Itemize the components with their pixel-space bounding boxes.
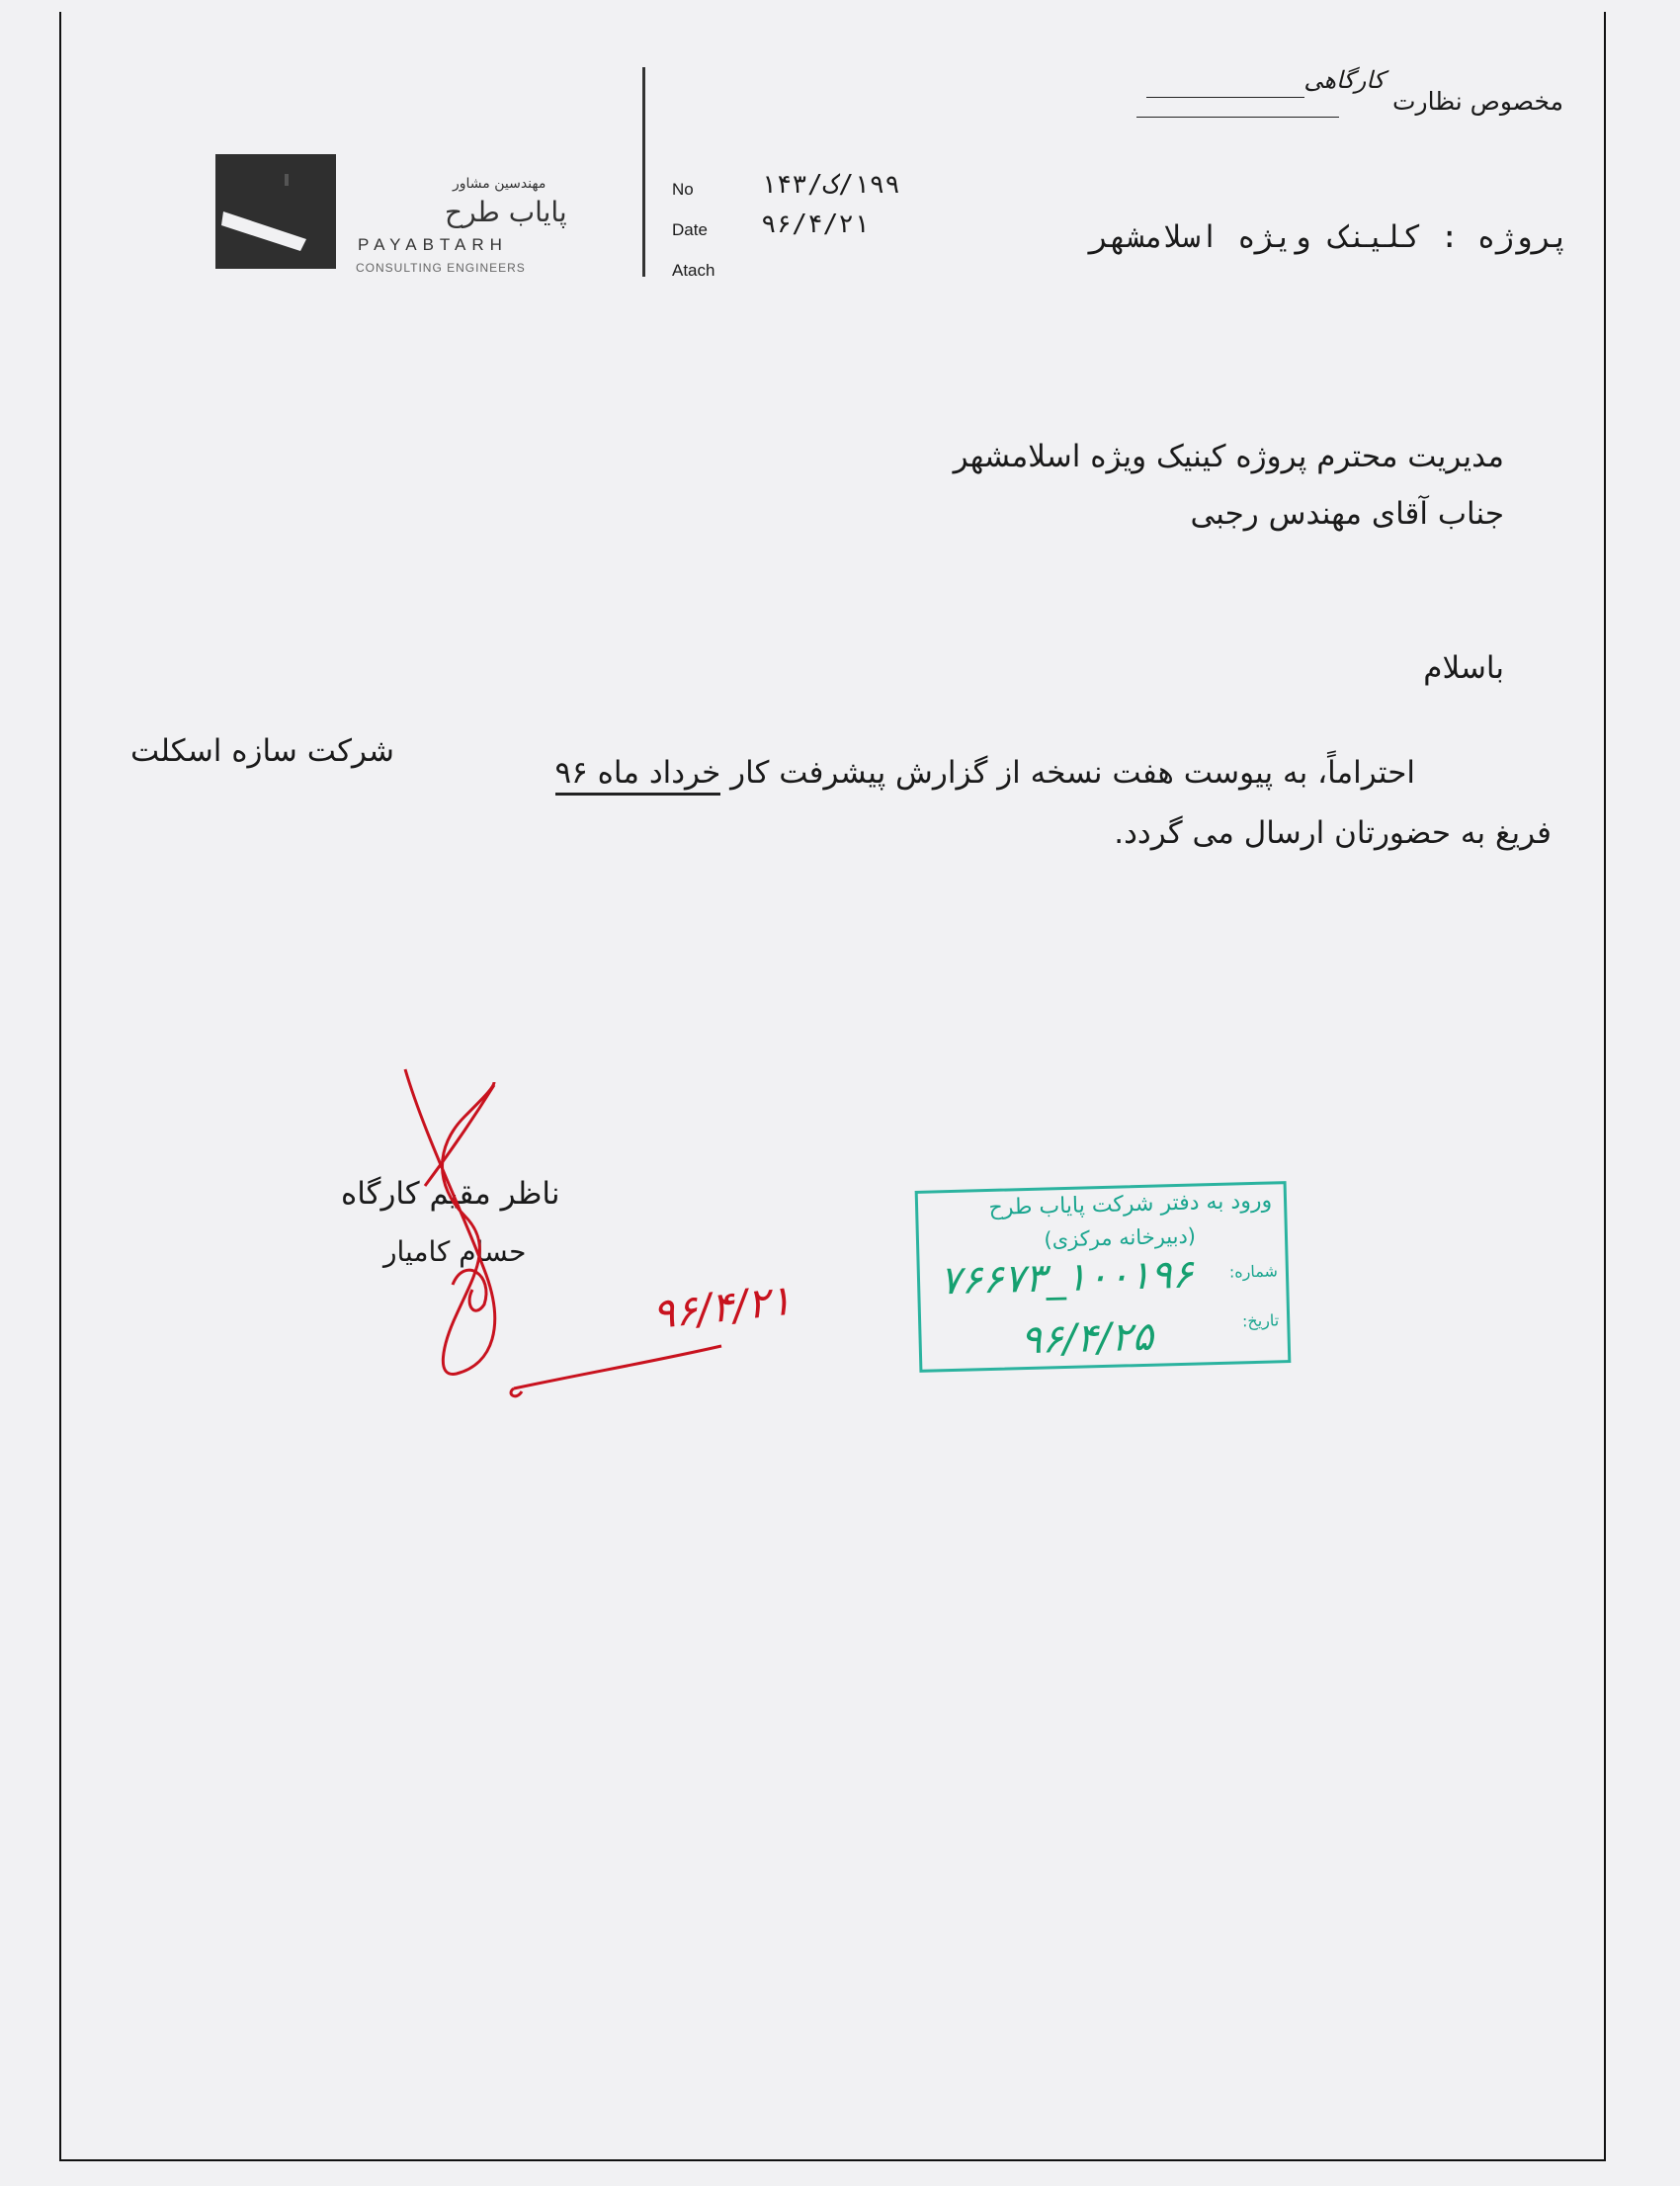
- department-label-prefix: مخصوص نظارت: [1392, 87, 1563, 116]
- department-label-handwritten: کارگاهی: [1303, 66, 1386, 94]
- body-paragraph-line-2: فریغ به حضورتان ارسال می گردد.: [1114, 815, 1552, 851]
- number-value: ۱۹۹/ک/۱۴۳: [761, 170, 900, 200]
- stamp-title: ورود به دفتر شرکت پایاب طرح: [988, 1188, 1273, 1220]
- signer-name: حسام کامیار: [383, 1235, 527, 1268]
- report-period: خرداد ماه ۹۶: [555, 755, 721, 796]
- date-label: Date: [672, 220, 708, 239]
- stamp-number-label: شماره:: [1228, 1261, 1279, 1282]
- logo-persian-name: پایاب طرح: [445, 196, 567, 228]
- stamp-number-value: ۱۰۰۱۹۶_۷۶۶۷۳: [939, 1251, 1194, 1304]
- stamp-subtitle: (دبیرخانه مرکزی): [1044, 1223, 1197, 1252]
- stamp-date-label: تاریخ:: [1241, 1310, 1280, 1331]
- project-title: پروژه : کلینک ویژه اسلامشهر: [1089, 219, 1569, 255]
- logo-english-subtitle: CONSULTING ENGINEERS: [356, 261, 526, 275]
- stamp-date-value: ۹۶/۴/۲۵: [1020, 1313, 1154, 1364]
- greeting: باسلام: [1423, 650, 1504, 686]
- date-value: ۹۶/۴/۲۱: [761, 210, 870, 239]
- signer-title: ناظر مقیم کارگاه: [341, 1176, 560, 1212]
- recipient-line-2: جناب آقای مهندس رجبی: [1190, 496, 1504, 532]
- recipient-line-1: مدیریت محترم پروژه کینیک ویژه اسلامشهر: [953, 439, 1504, 474]
- received-stamp: [915, 1181, 1292, 1373]
- company-name-part: شرکت سازه اسکلت: [130, 733, 395, 769]
- body-paragraph-text: احتراماً، به پیوست هفت نسخه از گزارش پیشرفت کار: [720, 755, 1415, 791]
- logo-persian-subtitle: مهندسین مشاور: [453, 176, 546, 192]
- number-label: No: [672, 180, 694, 199]
- handwritten-date: ۹۶/۴/۲۱: [649, 1275, 795, 1339]
- logo-english-name: PAYABTARH: [358, 235, 508, 254]
- attachment-label: Atach: [672, 261, 715, 280]
